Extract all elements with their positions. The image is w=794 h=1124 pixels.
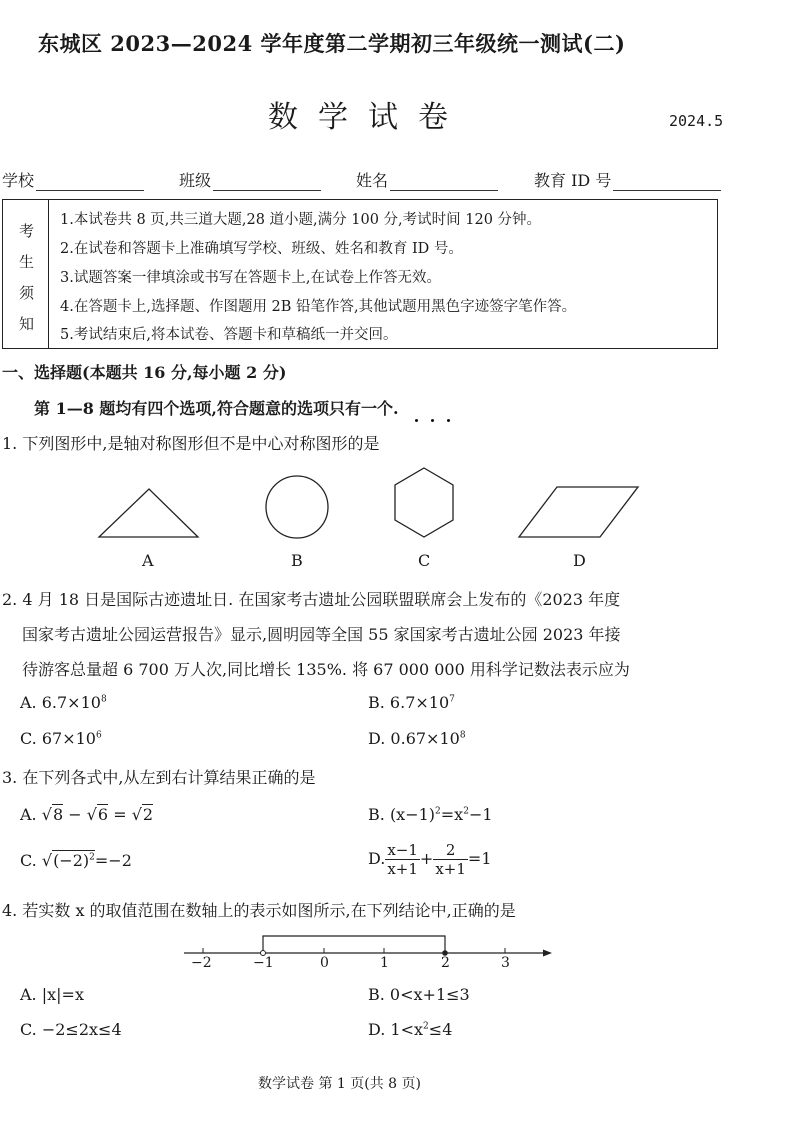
q3-d-plus: +	[419, 849, 434, 868]
triangle-shape	[99, 489, 198, 537]
q1-label-c: C	[418, 551, 431, 570]
q3-option-c-label: C.	[20, 851, 37, 870]
q2-option-a-text: A. 6.7×10	[20, 693, 101, 712]
q2-option-c[interactable]	[20, 729, 102, 748]
q4-option-d-tail: ≤4	[428, 1020, 453, 1039]
q2-option-d-text: D. 0.67×10	[368, 729, 460, 748]
school-field	[2, 168, 144, 191]
q1-label-a: A	[142, 551, 154, 570]
emphasis-dot	[447, 419, 450, 422]
notice-heading-char: 生	[19, 253, 35, 271]
parallelogram-shape	[519, 487, 638, 537]
subject-title: 数学试卷	[268, 100, 468, 135]
q3-b-tail: −1	[468, 805, 493, 824]
q3-b-base: (x−1)	[389, 805, 436, 824]
notice-item: 3.试题答案一律填涂或书写在答题卡上,在试卷上作答无效。	[60, 270, 441, 286]
school-blank	[36, 174, 144, 191]
q2-option-b-text: B. 6.7×10	[368, 693, 450, 712]
q1-shapes	[0, 460, 794, 550]
edu-id-label: 教育 ID 号	[534, 171, 612, 190]
q2-option-c-text: C. 67×10	[20, 729, 96, 748]
axis-label: 1	[380, 955, 389, 971]
q3-b-rhs: =x	[440, 805, 464, 824]
q2-option-a[interactable]	[20, 693, 107, 712]
q3-option-c[interactable]	[20, 851, 132, 870]
exam-title: 东城区 2023—2024 学年度第二学期初三年级统一测试(二)	[38, 31, 626, 56]
page-footer: 数学试卷 第 1 页(共 8 页)	[258, 1076, 421, 1092]
emphasis-dot	[431, 419, 434, 422]
q3-option-d[interactable]	[368, 841, 492, 878]
edu-id-blank	[613, 174, 721, 191]
q3-b-exp2: 2	[463, 806, 469, 817]
notice-heading-char: 须	[19, 284, 35, 302]
axis-label: −1	[253, 955, 274, 971]
hexagon-shape	[395, 468, 453, 537]
q4-option-d-exp: 2	[423, 1021, 429, 1032]
q3-c-exp: 2	[89, 852, 95, 863]
name-blank	[390, 174, 498, 191]
fraction-numerator: x−1	[387, 841, 418, 859]
q2-option-a-exp: 8	[100, 694, 107, 705]
question-1-stem: 1. 下列图形中,是轴对称图形但不是中心对称图形的是	[2, 434, 380, 453]
q2-option-d-exp: 8	[459, 730, 466, 741]
q4-option-c[interactable]: C. −2≤2x≤4	[20, 1020, 122, 1039]
question-2-line: 待游客总量超 6 700 万人次,同比增长 135%. 将 67 000 000 用科学记数法表示应为	[22, 660, 630, 679]
q3-a-radicand: 2	[142, 805, 154, 824]
q4-option-d[interactable]	[368, 1020, 452, 1039]
q1-label-d: D	[573, 551, 586, 570]
q3-d-tail: =1	[467, 849, 492, 868]
axis-label: 2	[441, 955, 450, 971]
fraction-denominator: x+1	[435, 860, 466, 878]
circle-shape	[266, 476, 328, 538]
q2-option-c-exp: 6	[95, 730, 102, 741]
question-3-stem: 3. 在下列各式中,从左到右计算结果正确的是	[2, 768, 316, 787]
axis-label: −2	[191, 955, 212, 971]
q3-a-radicand: 8	[52, 805, 64, 824]
name-label: 姓名	[356, 171, 389, 190]
notice-heading	[3, 200, 49, 348]
axis-arrow-icon	[543, 950, 552, 957]
class-label: 班级	[179, 171, 212, 190]
class-blank	[213, 174, 321, 191]
notice-heading-char: 考	[19, 222, 35, 240]
q4-option-a[interactable]: A. |x|=x	[20, 985, 84, 1004]
question-2-line: 2. 4 月 18 日是国际古迹遗址日. 在国家考古遗址公园联盟联席会上发布的《2023 年度	[2, 590, 621, 609]
fraction	[385, 841, 420, 878]
q3-a-minus: −	[68, 805, 82, 824]
fraction-denominator: x+1	[387, 860, 418, 878]
sqrt-symbol: √	[41, 851, 53, 870]
q3-c-tail: =−2	[94, 851, 132, 870]
notice-item: 5.考试结束后,将本试卷、答题卡和草稿纸一并交回。	[60, 327, 398, 343]
q4-option-b[interactable]: B. 0<x+1≤3	[368, 985, 470, 1004]
axis-label: 3	[501, 955, 510, 971]
q3-a-equals: =	[113, 805, 127, 824]
exam-date: 2024.5	[669, 112, 724, 130]
q3-a-radicand: 6	[97, 805, 109, 824]
question-2-line: 国家考古遗址公园运营报告》显示,圆明园等全国 55 家国家考古遗址公园 2023 年接	[22, 625, 621, 644]
axis-label: 0	[320, 955, 329, 971]
sqrt-symbol: √	[131, 805, 142, 824]
range-bracket	[263, 936, 445, 951]
fraction	[433, 841, 468, 878]
q1-label-b: B	[291, 551, 303, 570]
name-field	[356, 168, 498, 191]
sqrt-symbol: √	[86, 805, 97, 824]
section-heading: 一、选择题(本题共 16 分,每小题 2 分)	[2, 363, 287, 382]
q2-option-b[interactable]	[368, 693, 455, 712]
fraction-numerator: 2	[433, 841, 468, 860]
q2-option-d[interactable]	[368, 729, 466, 748]
q3-b-exp: 2	[435, 806, 441, 817]
notice-item: 4.在答题卡上,选择题、作图题用 2B 铅笔作答,其他试题用黑色字迹签字笔作答。	[60, 299, 577, 315]
q3-c-radicand	[52, 850, 95, 870]
q3-option-d-label: D.	[368, 849, 386, 868]
q4-option-d-text: D. 1<x	[368, 1020, 424, 1039]
sqrt-symbol: √	[41, 805, 52, 824]
section-instruction: 第 1—8 题均有四个选项,符合题意的选项只有一个.	[34, 399, 399, 418]
q3-option-a-label: A.	[20, 805, 37, 824]
notice-item: 2.在试卷和答题卡上准确填写学校、班级、姓名和教育 ID 号。	[60, 241, 463, 257]
school-label: 学校	[2, 171, 35, 190]
emphasis-dot	[415, 419, 418, 422]
notice-item: 1.本试卷共 8 页,共三道大题,28 道小题,满分 100 分,考试时间 120 分钟。	[60, 212, 542, 228]
class-field	[179, 168, 321, 191]
q3-c-radicand-base: (−2)	[53, 851, 90, 870]
edu-id-field	[534, 168, 721, 191]
q3-option-b[interactable]	[368, 805, 493, 824]
notice-heading-char: 知	[19, 315, 35, 333]
q3-option-b-label: B.	[368, 805, 385, 824]
q2-option-b-exp: 7	[449, 694, 455, 705]
question-4-stem: 4. 若实数 x 的取值范围在数轴上的表示如图所示,在下列结论中,正确的是	[2, 901, 516, 920]
q3-option-a[interactable]	[20, 805, 153, 824]
